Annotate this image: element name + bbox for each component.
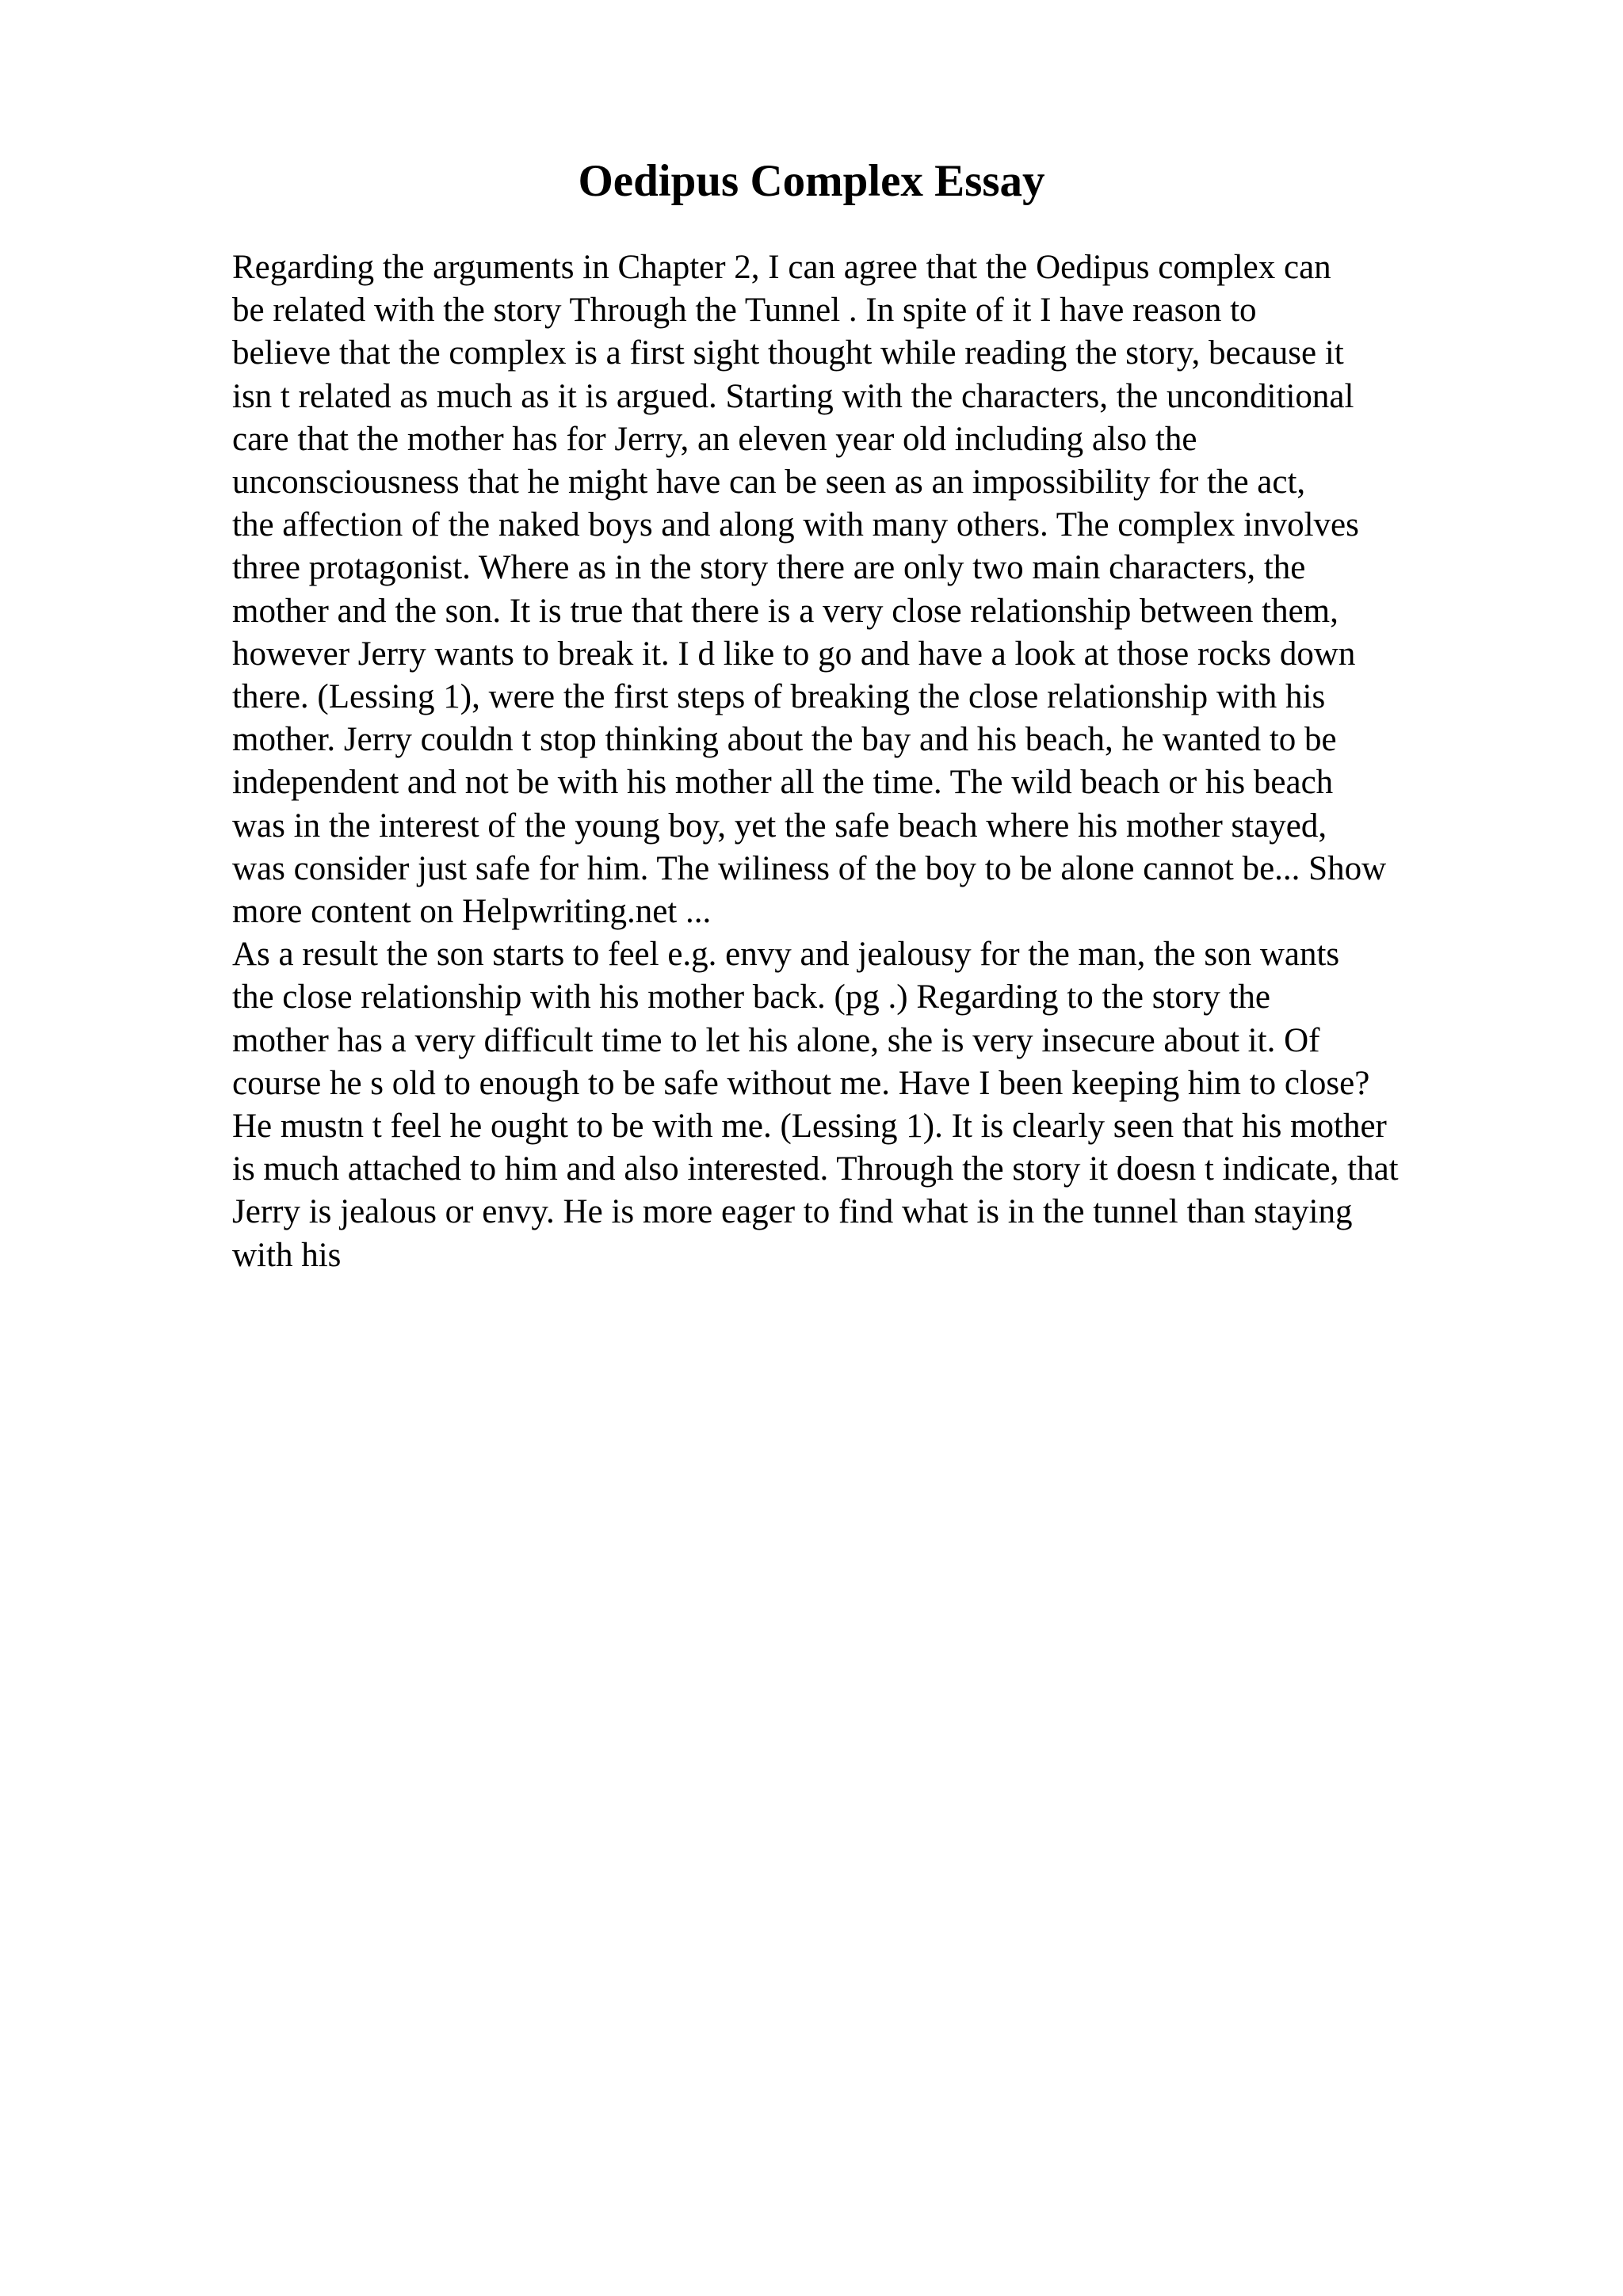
body-line: more content on Helpwriting.net ...	[232, 893, 712, 931]
body-line: Regarding the arguments in Chapter 2, I can agree that the Oedipus complex can	[232, 249, 1331, 286]
body-line: the affection of the naked boys and along with many others. The complex involves	[232, 506, 1359, 544]
body-line: there. (Lessing 1), were the first steps of breaking the close relationship with his	[232, 678, 1326, 716]
body-line: unconsciousness that he might have can be seen as an impossibility for the act,	[232, 463, 1306, 502]
body-line: with his	[232, 1236, 342, 1274]
body-line: was consider just safe for him. The wiliness of the boy to be alone cannot be... Show	[232, 849, 1387, 887]
body-line: mother. Jerry couldn t stop thinking about the bay and his beach, he wanted to be	[232, 721, 1337, 759]
body-line: Jerry is jealous or envy. He is more eager to find what is in the tunnel than staying	[232, 1193, 1353, 1231]
body-line: As a result the son starts to feel e.g. envy and jealousy for the man, the son wants	[232, 936, 1340, 974]
body-line: care that the mother has for Jerry, an eleven year old including also the	[232, 420, 1197, 458]
body-line: is much attached to him and also interested. Through the story it doesn t indicate, that	[232, 1150, 1399, 1188]
body-line: was in the interest of the young boy, yet the safe beach where his mother stayed,	[232, 807, 1327, 845]
body-line: He mustn t feel he ought to be with me. (Lessing 1). It is clearly seen that his mother	[232, 1108, 1387, 1146]
body-line: three protagonist. Where as in the story there are only two main characters, the	[232, 549, 1306, 587]
body-line: however Jerry wants to break it. I d like to go and have a look at those rocks down	[232, 635, 1356, 673]
body-line: believe that the complex is a first sight thought while reading the story, because it	[232, 334, 1344, 372]
body-line: isn t related as much as it is argued. Starting with the characters, the unconditional	[232, 377, 1354, 415]
body-line: independent and not be with his mother all the time. The wild beach or his beach	[232, 764, 1334, 802]
body-line: mother has a very difficult time to let his alone, she is very insecure about it. Of	[232, 1021, 1320, 1059]
body-line: course he s old to enough to be safe without me. Have I been keeping him to close?	[232, 1064, 1370, 1102]
body-line: the close relationship with his mother back. (pg .) Regarding to the story the	[232, 978, 1271, 1016]
body-line: be related with the story Through the Tunnel . In spite of it I have reason to	[232, 292, 1257, 330]
document-title: Oedipus Complex Essay	[578, 156, 1045, 206]
body-line: mother and the son. It is true that there is a very close relationship between them,	[232, 592, 1338, 630]
document-body	[232, 246, 1595, 1277]
